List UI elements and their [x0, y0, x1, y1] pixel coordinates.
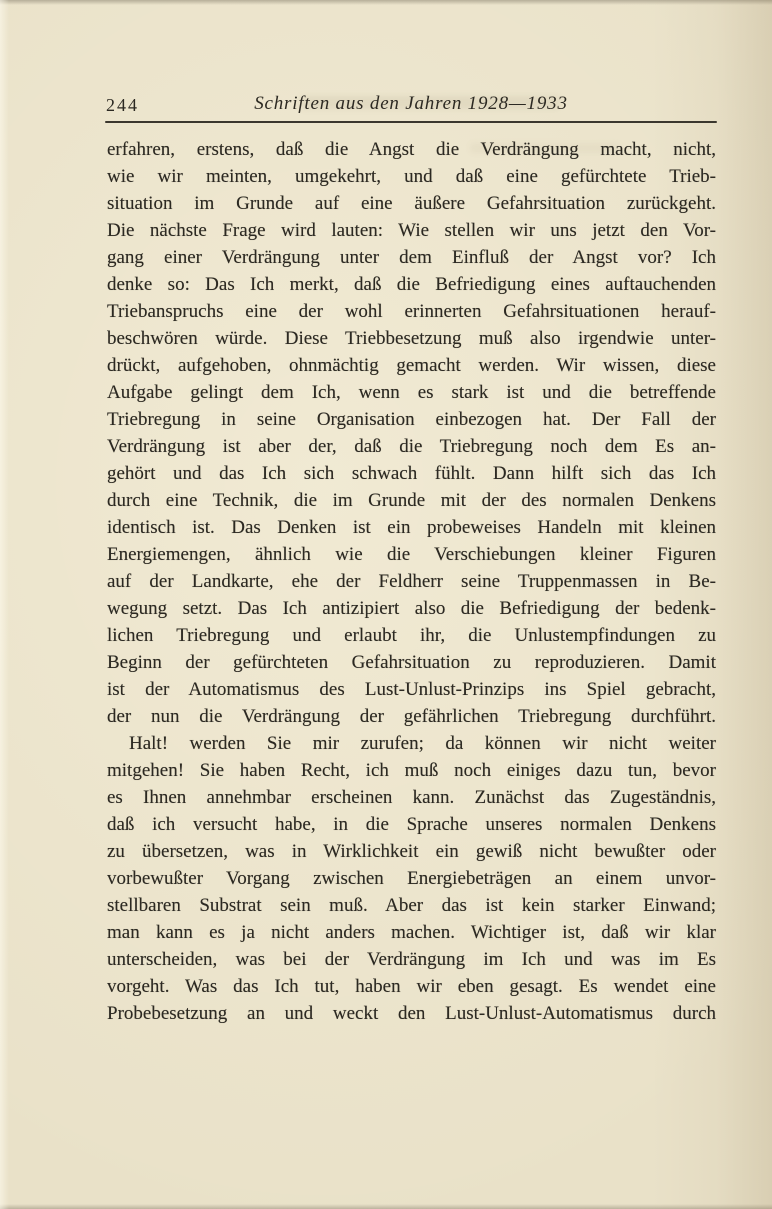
- text-line: Probebesetzung an und weckt den Lust-Unlust-Automatismus durch: [107, 1003, 716, 1024]
- text-line: erfahren, erstens, daß die Angst die Verdrängung macht, nicht,: [107, 139, 716, 160]
- text-line: wegung setzt. Das Ich antizipiert also die Befriedigung der bedenk-: [107, 598, 716, 619]
- page-number: 244: [106, 95, 139, 115]
- text-line: Triebregung in seine Organisation einbezogen hat. Der Fall der: [107, 409, 716, 430]
- text-line: Aufgabe gelingt dem Ich, wenn es stark ist und die betreffende: [107, 382, 716, 403]
- text-line: gang einer Verdrängung unter dem Einfluß der Angst vor? Ich: [107, 247, 716, 268]
- text-line: Beginn der gefürchteten Gefahrsituation zu reproduzieren. Damit: [107, 652, 716, 673]
- text-line: der nun die Verdrängung der gefährlichen Triebregung durchführt.: [107, 706, 716, 727]
- text-line: lichen Triebregung und erlaubt ihr, die Unlustempfindungen zu: [107, 625, 716, 646]
- text-line: auf der Landkarte, ehe der Feldherr seine Truppenmassen in Be-: [107, 571, 716, 592]
- text-line: denke so: Das Ich merkt, daß die Befriedigung eines auftauchenden: [107, 274, 716, 295]
- text-block: [107, 136, 716, 1027]
- text-line: vorbewußter Vorgang zwischen Energiebeträgen an einem unvor-: [107, 868, 716, 889]
- header-rule: [105, 121, 717, 123]
- text-line: beschwören würde. Diese Triebbesetzung muß also irgendwie unter-: [107, 328, 716, 349]
- text-line: drückt, aufgehoben, ohnmächtig gemacht werden. Wir wissen, diese: [107, 355, 716, 376]
- text-line: gehört und das Ich sich schwach fühlt. Dann hilft sich das Ich: [107, 463, 716, 484]
- text-line: ist der Automatismus des Lust-Unlust-Prinzips ins Spiel gebracht,: [107, 679, 716, 700]
- text-line: man kann es ja nicht anders machen. Wichtiger ist, daß wir klar: [107, 922, 716, 943]
- text-line: mitgehen! Sie haben Recht, ich muß noch einiges dazu tun, bevor: [107, 760, 716, 781]
- text-line: durch eine Technik, die im Grunde mit der des normalen Denkens: [107, 490, 716, 511]
- text-line: identisch ist. Das Denken ist ein probeweises Handeln mit kleinen: [107, 517, 716, 538]
- text-line: Energiemengen, ähnlich wie die Verschiebungen kleiner Figuren: [107, 544, 716, 565]
- text-line: Triebanspruchs eine der wohl erinnerten Gefahrsituationen herauf-: [107, 301, 716, 322]
- text-line: stellbaren Substrat sein muß. Aber das ist kein starker Einwand;: [107, 895, 716, 916]
- text-line: zu übersetzen, was in Wirklichkeit ein gewiß nicht bewußter oder: [107, 841, 716, 862]
- text-line: Die nächste Frage wird lauten: Wie stellen wir uns jetzt den Vor-: [107, 220, 716, 241]
- text-line: wie wir meinten, umgekehrt, und daß eine gefürchtete Trieb-: [107, 166, 716, 187]
- text-line: es Ihnen annehmbar erscheinen kann. Zunächst das Zugeständnis,: [107, 787, 716, 808]
- text-line: Halt! werden Sie mir zurufen; da können wir nicht weiter: [129, 733, 716, 754]
- text-line: situation im Grunde auf eine äußere Gefahrsituation zurückgeht.: [107, 193, 716, 214]
- running-header-title: Schriften aus den Jahren 1928—1933: [254, 93, 568, 114]
- text-line: daß ich versucht habe, in die Sprache unseres normalen Denkens: [107, 814, 716, 835]
- text-line: vorgeht. Was das Ich tut, haben wir eben gesagt. Es wendet eine: [107, 976, 716, 997]
- text-line: Verdrängung ist aber der, daß die Triebregung noch dem Es an-: [107, 436, 716, 457]
- text-line: unterscheiden, was bei der Verdrängung im Ich und was im Es: [107, 949, 716, 970]
